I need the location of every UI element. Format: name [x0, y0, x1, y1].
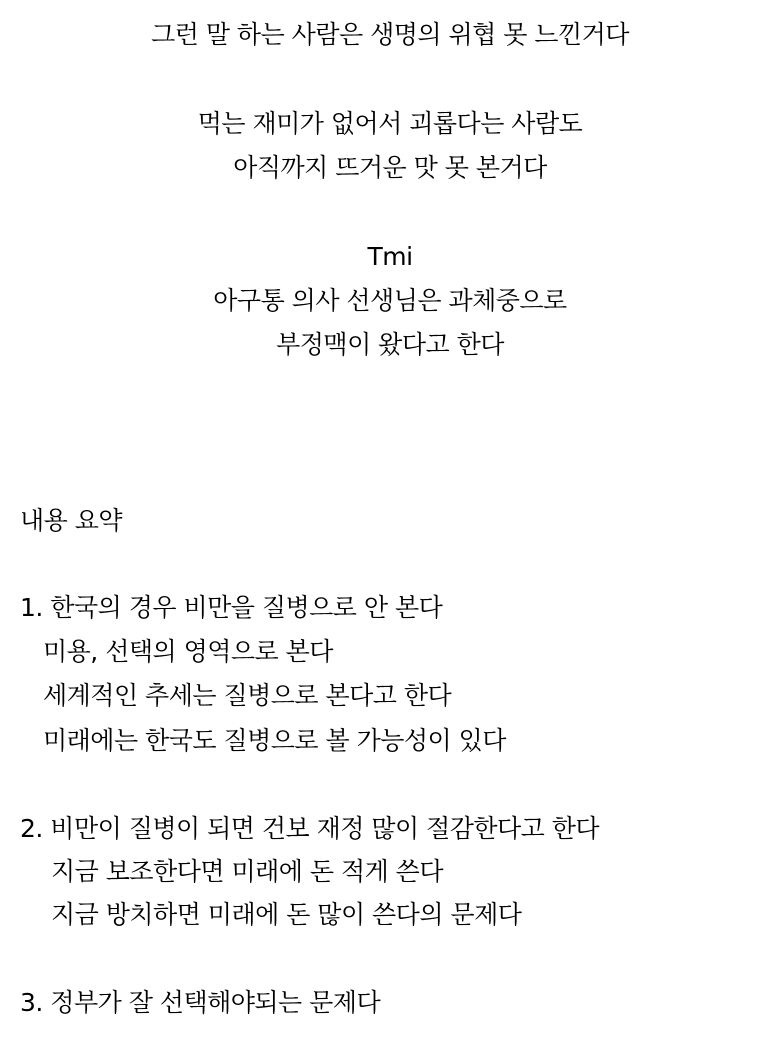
intro-line-2: 먹는 재미가 없어서 괴롭다는 사람도 — [197, 109, 583, 138]
tmi-heading: Tmi — [367, 242, 413, 271]
summary-item-1: 1. 한국의 경우 비만을 질병으로 안 본다 — [20, 593, 443, 622]
summary-title: 내용 요약 — [20, 506, 123, 535]
tmi-line-1: 아구통 의사 선생님은 과체중으로 — [213, 286, 567, 315]
summary-item-1-sub-3: 미래에는 한국도 질병으로 볼 가능성이 있다 — [43, 726, 506, 755]
summary-item-2-sub-2: 지금 방치하면 미래에 돈 많이 쓴다의 문제다 — [51, 900, 522, 929]
intro-line-1: 그런 말 하는 사람은 생명의 위협 못 느낀거다 — [151, 20, 629, 49]
summary-item-1-sub-1: 미용, 선택의 영역으로 본다 — [43, 637, 333, 666]
tmi-line-2: 부정맥이 왔다고 한다 — [276, 330, 504, 359]
summary-item-2: 2. 비만이 질병이 되면 건보 재정 많이 절감한다고 한다 — [20, 814, 600, 843]
summary-item-2-sub-1: 지금 보조한다면 미래에 돈 적게 쓴다 — [51, 857, 443, 886]
intro-line-3: 아직까지 뜨거운 맛 못 본거다 — [233, 153, 547, 182]
summary-item-1-sub-2: 세계적인 추세는 질병으로 본다고 한다 — [43, 681, 452, 710]
summary-item-3: 3. 정부가 잘 선택해야되는 문제다 — [20, 988, 381, 1017]
